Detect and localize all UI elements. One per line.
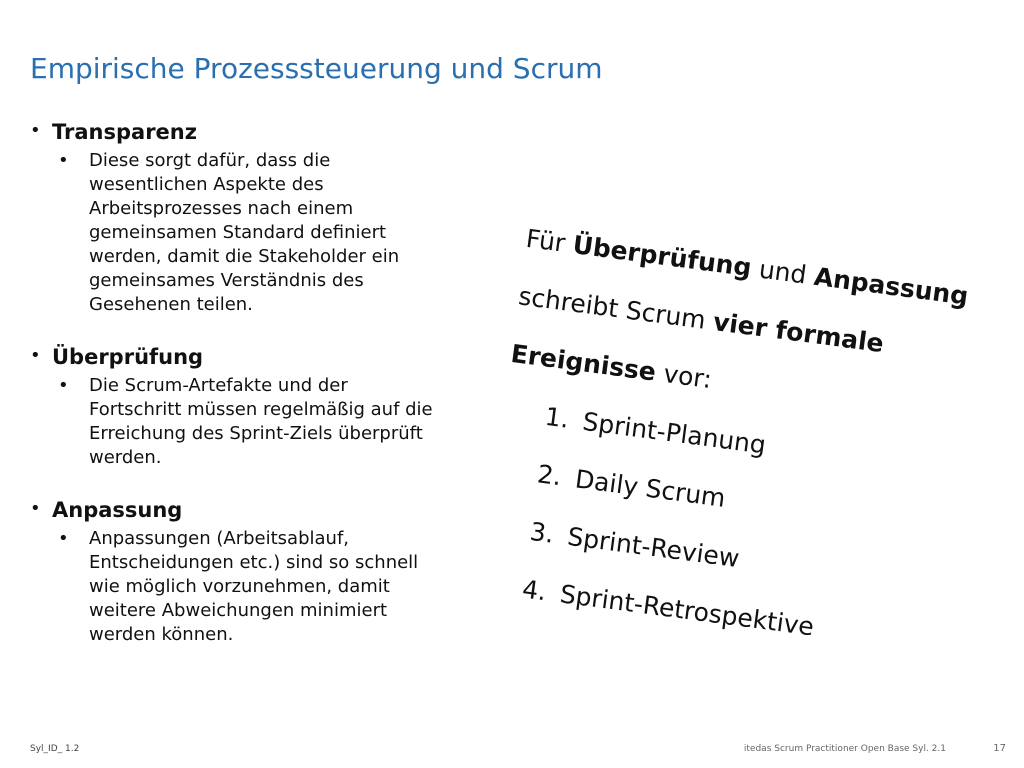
callout-text: vor: (653, 357, 714, 395)
sub-item-text: Anpassungen (Arbeitsablauf, Entscheidungen etc.) sind so schnell wie möglich vorzunehmen, damit weitere Abweichungen minimiert werden können. (89, 528, 419, 645)
event-label: Sprint-Retrospektive (558, 579, 816, 642)
bullet-icon: • (58, 150, 69, 171)
bullet-icon: • (30, 120, 41, 141)
event-label: Sprint-Review (565, 521, 741, 574)
section-heading: Überprüfung (52, 345, 204, 369)
sub-item (52, 374, 500, 470)
bullet-icon: • (30, 498, 41, 519)
page-number: 17 (993, 743, 1006, 754)
section-ueberpruefung (30, 343, 500, 470)
event-label: Sprint-Planung (580, 406, 768, 460)
callout-bold-text: Überprüfung (571, 230, 754, 283)
callout-bold-text: Ereignisse (509, 338, 658, 387)
section-heading: Transparenz (52, 120, 197, 144)
callout-text: Für (524, 223, 575, 259)
event-number: 2. (535, 459, 564, 492)
sub-item-text: Die Scrum-Artefakte und der Fortschritt müssen regelmäßig auf die Erreichung des Sprint-Ziels überprüft werden. (89, 375, 433, 468)
bullet-icon: • (30, 345, 41, 366)
sub-item-text: Diese sorgt dafür, dass die wesentlichen Aspekte des Arbeitsprozesses nach einem gemeinsamen Standard definiert werden, damit die Stakeholder ein gemeinsames Verständnis des Gesehenen teilen. (89, 150, 400, 315)
principles-list (30, 118, 500, 647)
event-number: 3. (528, 516, 556, 549)
bullet-icon: • (58, 528, 69, 549)
callout-bold-text: vier formale (711, 307, 886, 359)
slide-title: Empirische Prozesssteuerung und Scrum (30, 52, 603, 85)
sub-item (52, 149, 500, 317)
section-transparenz (30, 118, 500, 317)
event-number: 1. (543, 401, 571, 434)
section-anpassung (30, 496, 500, 647)
sub-item (52, 527, 500, 647)
footer-source: itedas Scrum Practitioner Open Base Syl. 2.1 (743, 744, 946, 754)
event-label: Daily Scrum (573, 464, 728, 513)
event-number: 4. (520, 574, 549, 607)
callout-bold-text: Anpassung (812, 261, 970, 311)
callout-text: schreibt Scrum (516, 281, 716, 336)
scrum-events-callout (477, 210, 996, 674)
section-heading: Anpassung (52, 498, 183, 522)
bullet-icon: • (58, 375, 69, 396)
footer-syllabus-id: Syl_ID_ 1.2 (30, 744, 80, 754)
callout-text: und (749, 253, 817, 291)
